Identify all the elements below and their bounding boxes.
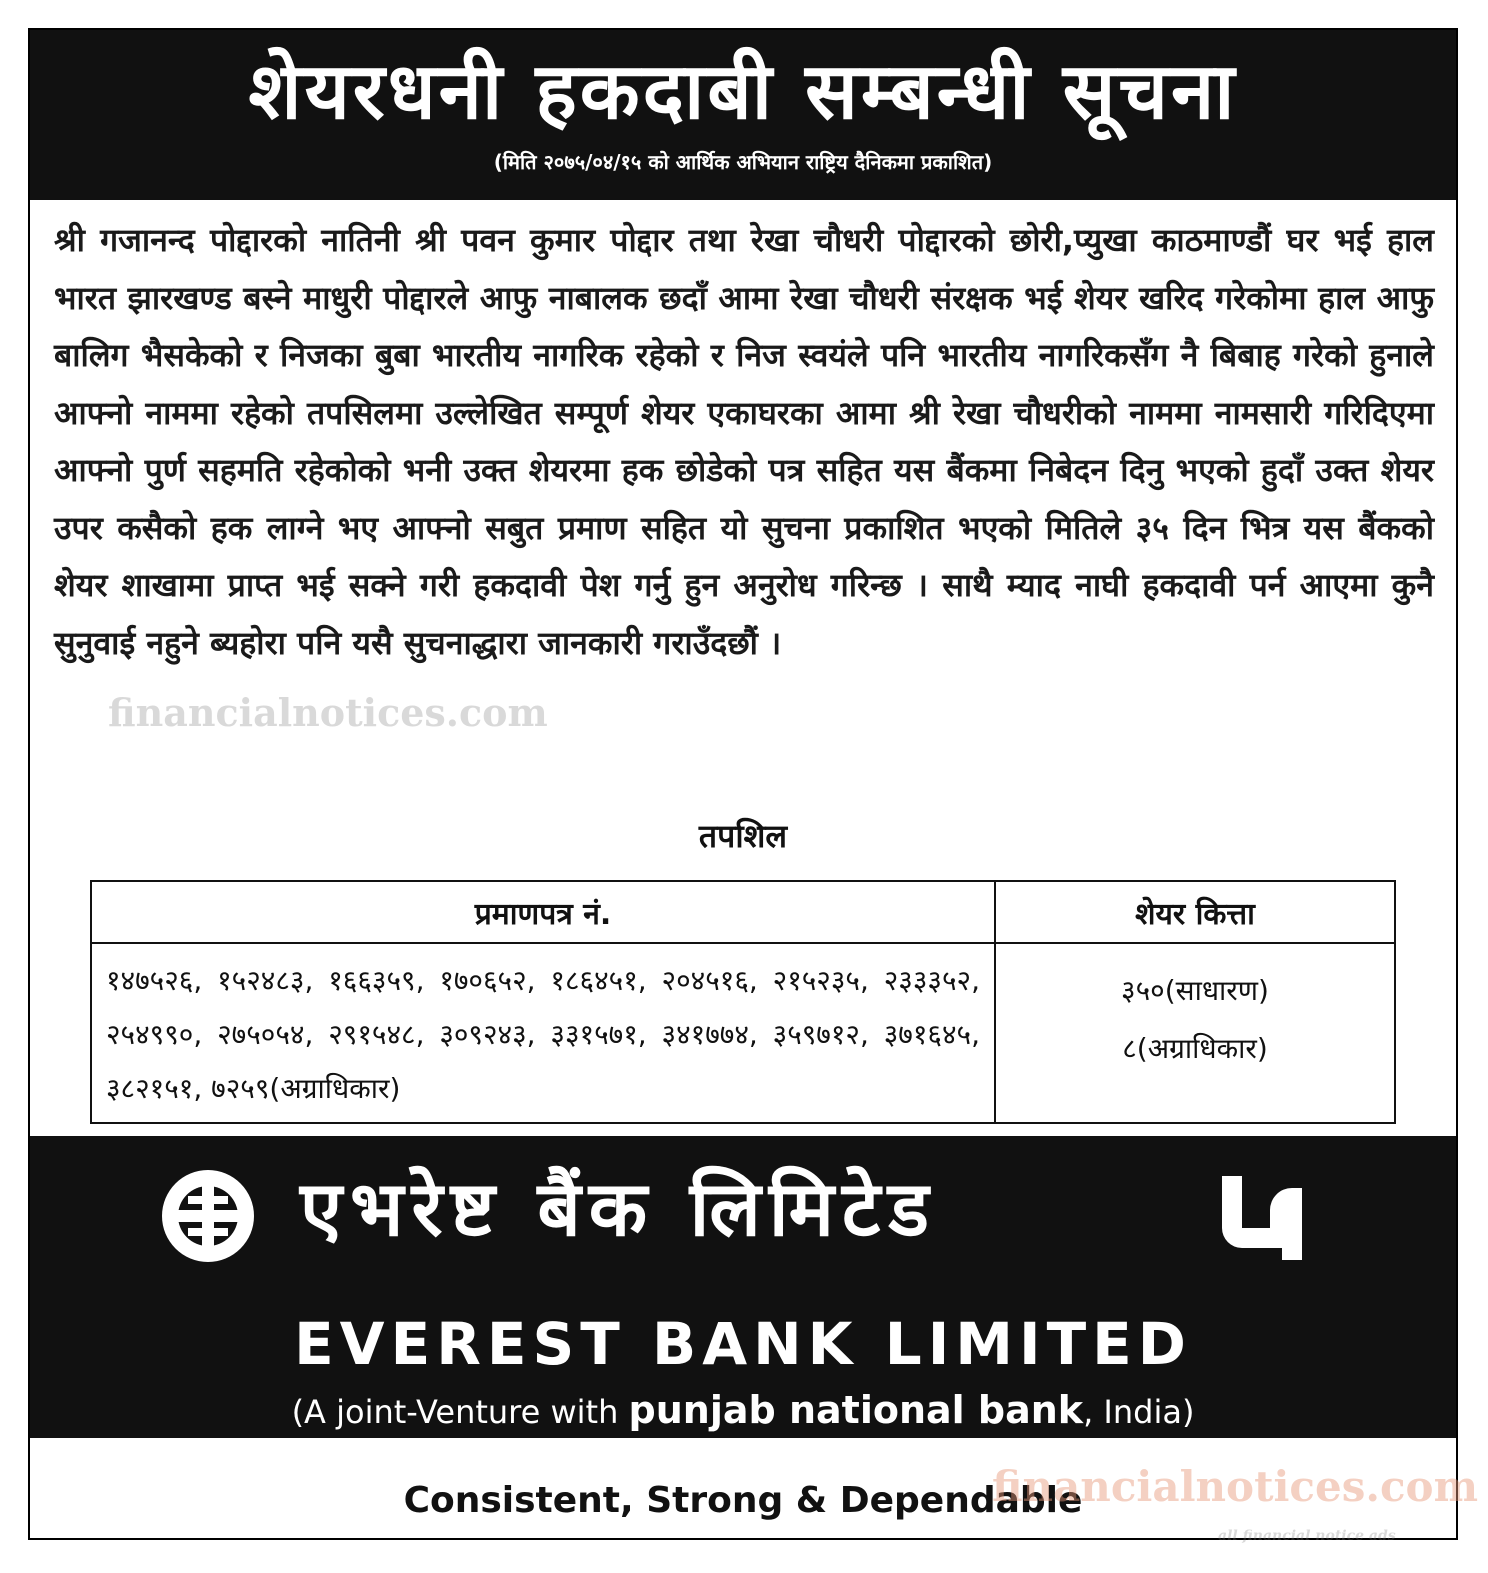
notice-body: श्री गजानन्द पोद्दारको नातिनी श्री पवन कुमार पोद्दार तथा रेखा चौधरी पोद्दारको छोरी,प्युखा काठमाण्डौं घर भई हाल भारत झारखण्ड बस्ने माधुरी पोद्दारले आफु नाबालक छदाँ आमा रेखा चौधरी संरक्षक भई शेयर खरिद गरेकोमा हाल आफु बालिग भैसकेको र निजका बुबा भारतीय नागरिक रहेको र निज स्वयंले पनि भारतीय नागरिकसँग नै बिबाह गरेको हुनाले आफ्नो नाममा रहेको तपसिलमा उल्लेखित सम्पूर्ण शेयर एकाघरका आमा श्री रेखा चौधरीको नाममा नामसारी गरिदिएमा आफ्नो पुर्ण सहमति रहेकोको भनी उक्त शेयरमा हक छोडेको पत्र सहित यस बैंकमा निबेदन दिनु भएको हुदाँ उक्त शेयर उपर कसैको हक लाग्ने भए आफ्नो सबुत प्रमाण सहित यो सुचना प्रकाशित भएको मितिले ३५ दिन भित्र यस बैंकको शेयर शाखामा प्राप्त भई सक्ने गरी हकदावी पेश गर्नु हुन अनुरोध गरिन्छ । साथै म्याद नाघी हकदावी पर्न आएमा कुनै सुनुवाई नहुने ब्यहोरा पनि यसै सुचनाद्धारा जानकारी गराउँदछौं । <box>54 221 1434 662</box>
kitta-ordinary: ३५०(साधारण) <box>1121 974 1269 1007</box>
jv-partner: punjab national bank <box>628 1388 1084 1432</box>
notice-header <box>30 30 1456 200</box>
jv-prefix: (A joint-Venture with <box>291 1393 619 1431</box>
bank-name-nepali: एभरेष्ट बैंक लिमिटेड <box>300 1164 937 1253</box>
watermark-corner: financialnotices.com <box>992 1462 1479 1511</box>
joint-venture-line <box>30 1388 1456 1434</box>
certificate-column-header: प्रमाणपत्र नं. <box>91 881 995 943</box>
pnb-logo-icon <box>1212 1168 1312 1268</box>
table-row <box>91 943 1395 1123</box>
table-header-row <box>91 881 1395 943</box>
publication-note: (मिति २०७५/०४/१५ को आर्थिक अभियान राष्ट्रिय दैनिकमा प्रकाशित) <box>493 150 993 174</box>
kitta-column-header: शेयर कित्ता <box>995 881 1395 943</box>
certificate-table <box>90 880 1396 1124</box>
notice-title: शेयरधनी हकदाबी सम्बन्धी सूचना <box>248 46 1238 137</box>
schedule-title: तपशिल <box>698 817 788 855</box>
jv-suffix: , India) <box>1083 1393 1195 1431</box>
certificate-numbers-cell: १४७५२६, १५२४८३, १६६३५९, १७०६५२, १८६४५१, २०४५१६, २१५२३५, २३३३५२, २५४९९०, २७५०५४, २९१५४८, ३०९२४३, ३३१५७१, ३४१७७४, ३५९७१२, ३७१६४५, ३८२१५१, ७२५९(अग्राधिकार) <box>91 943 995 1123</box>
watermark-subtext: all financial notice ads <box>1218 1528 1396 1544</box>
bank-tagline: Consistent, Strong & Dependable <box>403 1480 1083 1521</box>
bank-footer <box>30 1136 1456 1438</box>
everest-bank-logo-icon <box>158 1166 258 1266</box>
notice-frame <box>28 28 1458 1540</box>
kitta-preference: ८(अग्राधिकार) <box>1122 1032 1268 1065</box>
kitta-cell <box>995 943 1395 1123</box>
watermark: financialnotices.com <box>108 690 548 735</box>
bank-name-english: EVEREST BANK LIMITED <box>294 1310 1192 1378</box>
